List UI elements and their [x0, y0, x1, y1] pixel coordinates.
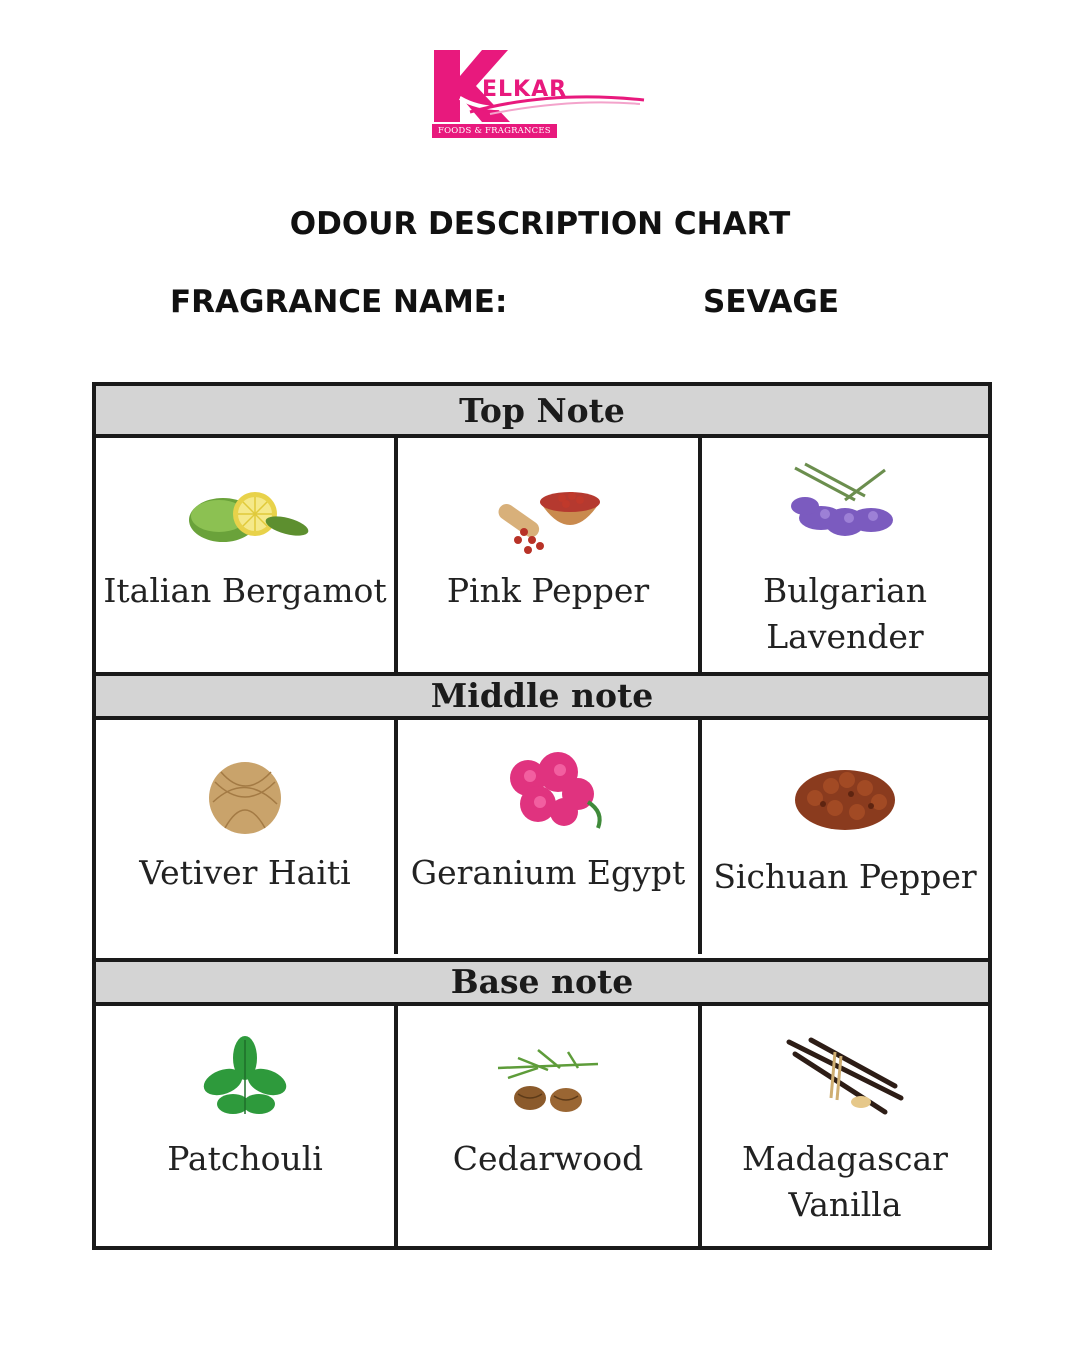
middle-note-heading: Middle note — [96, 672, 988, 720]
note-label: Italian Bergamot — [103, 571, 387, 610]
vetiver-icon — [175, 742, 315, 842]
note-label: Pink Pepper — [446, 571, 650, 610]
patchouli-icon — [175, 1028, 315, 1128]
fragrance-name-value: SEVAGE — [703, 284, 840, 320]
geranium-icon — [478, 742, 618, 842]
svg-text:ELKAR: ELKAR — [482, 77, 568, 102]
logo-mark-icon — [430, 46, 650, 126]
page-title: ODOUR DESCRIPTION CHART — [289, 206, 791, 242]
note-cell — [96, 438, 398, 672]
fragrance-name-label: FRAGRANCE NAME: — [170, 284, 508, 320]
base-note-row — [96, 1006, 988, 1246]
lavender-icon — [775, 460, 915, 560]
note-cell — [96, 720, 398, 954]
note-label: Patchouli — [167, 1139, 323, 1178]
note-label: Geranium Egypt — [410, 853, 686, 892]
logo-tagline: FOODS & FRAGRANCES — [432, 124, 557, 138]
note-label — [702, 568, 988, 660]
odour-chart-table — [92, 382, 992, 1250]
kelkar-logo — [430, 46, 650, 142]
note-cell — [96, 1006, 398, 1246]
top-note-heading: Top Note — [96, 386, 988, 438]
note-cell — [702, 720, 988, 954]
base-note-heading: Base note — [96, 958, 988, 1006]
note-cell — [702, 438, 988, 672]
top-note-row — [96, 438, 988, 672]
note-label: Sichuan Pepper — [713, 857, 977, 896]
note-cell — [398, 720, 702, 954]
note-cell — [702, 1006, 988, 1246]
middle-note-row — [96, 720, 988, 954]
note-label-text: Bulgarian Lavender — [762, 571, 928, 656]
note-label: Cedarwood — [452, 1139, 644, 1178]
sichuan-pepper-icon — [775, 742, 915, 842]
note-cell — [398, 438, 702, 672]
note-cell — [398, 1006, 702, 1246]
bergamot-icon — [175, 460, 315, 560]
vanilla-icon — [775, 1028, 915, 1128]
note-label: Vetiver Haiti — [139, 853, 351, 892]
pink-pepper-icon — [478, 460, 618, 560]
cedarwood-icon — [478, 1028, 618, 1128]
note-label: Madagascar Vanilla — [742, 1139, 948, 1224]
